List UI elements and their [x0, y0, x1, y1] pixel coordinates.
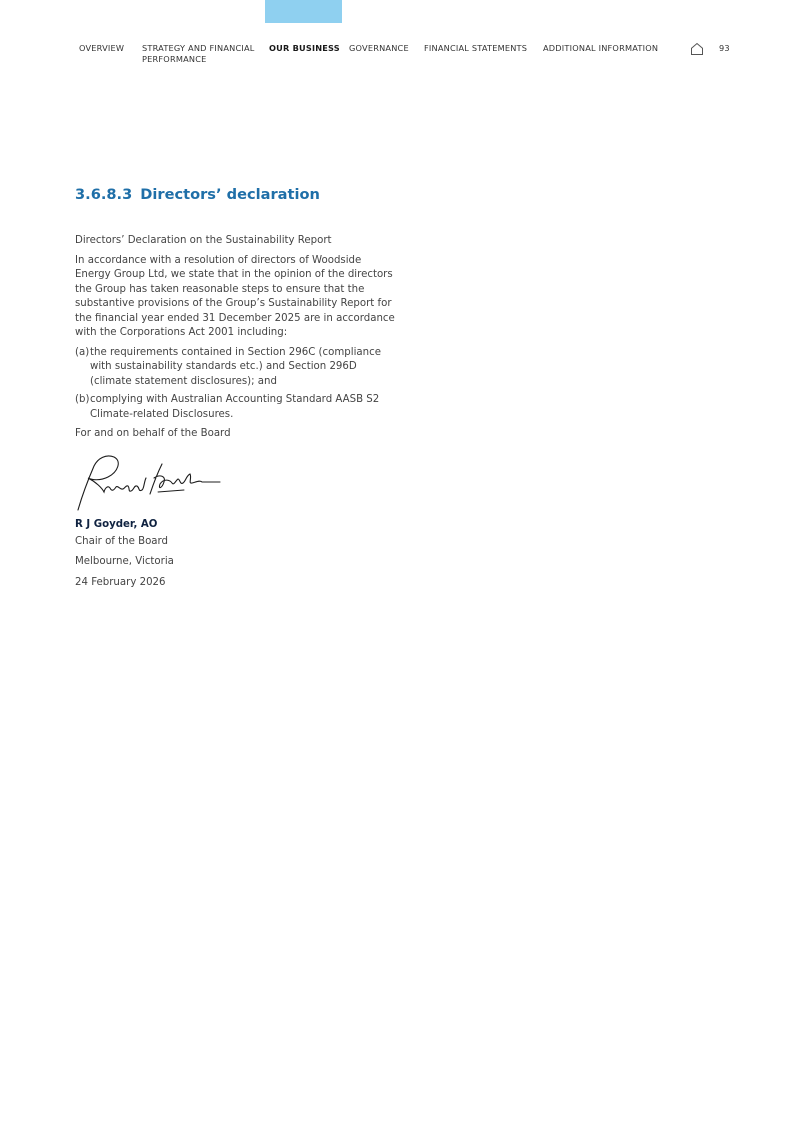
- list-marker: (a): [75, 346, 90, 358]
- declaration-closing: For and on behalf of the Board: [75, 428, 231, 439]
- signature: [74, 452, 224, 514]
- signatory-date: 24 February 2026: [75, 576, 166, 588]
- nav-governance[interactable]: GOVERNANCE: [349, 43, 409, 53]
- section-heading: [75, 186, 320, 203]
- signatory-name: R J Goyder, AO: [75, 519, 158, 530]
- nav-additional-information[interactable]: ADDITIONAL INFORMATION: [543, 43, 659, 53]
- nav-strategy-and-financial-performance[interactable]: STRATEGY AND FINANCIAL PERFORMANCE: [142, 43, 255, 64]
- list-marker: (b): [75, 394, 90, 405]
- active-section-marker: [265, 0, 342, 23]
- signatory-role: Chair of the Board: [75, 535, 169, 547]
- declaration-body: [75, 234, 395, 447]
- top-navigation: [0, 43, 793, 73]
- nav-overview[interactable]: OVERVIEW: [79, 43, 125, 53]
- signatory-location: Melbourne, Victoria: [75, 556, 174, 567]
- section-title: Directors’ declaration: [140, 186, 320, 203]
- nav-financial-statements[interactable]: FINANCIAL STATEMENTS: [424, 43, 528, 53]
- declaration-intro: Directors’ Declaration on the Sustainability Report: [75, 235, 332, 246]
- list-item: [75, 346, 395, 390]
- list-item-text: complying with Australian Accounting Standard AASB S2 Climate-related Disclosures.: [90, 394, 380, 420]
- declaration-list: [75, 346, 395, 423]
- list-item: [75, 393, 395, 422]
- section-number: 3.6.8.3: [75, 186, 133, 203]
- signatory-block: [75, 518, 174, 596]
- list-item-text: the requirements contained in Section 296C (compliance with sustainability standards etc.) and Section 296D (climate statement disclosures); and: [90, 346, 381, 387]
- nav-our-business[interactable]: OUR BUSINESS: [269, 43, 340, 53]
- home-icon[interactable]: [690, 42, 704, 56]
- page-number: 93: [719, 43, 730, 53]
- declaration-paragraph: In accordance with a resolution of directors of Woodside Energy Group Ltd, we state that in the opinion of the directors the Group has taken reasonable steps to ensure that the substantive provisions of the Group’s Sustainability Report for the financial year ended 31 December 2025 are in accordance with the Corporations Act 2001 including:: [75, 254, 395, 338]
